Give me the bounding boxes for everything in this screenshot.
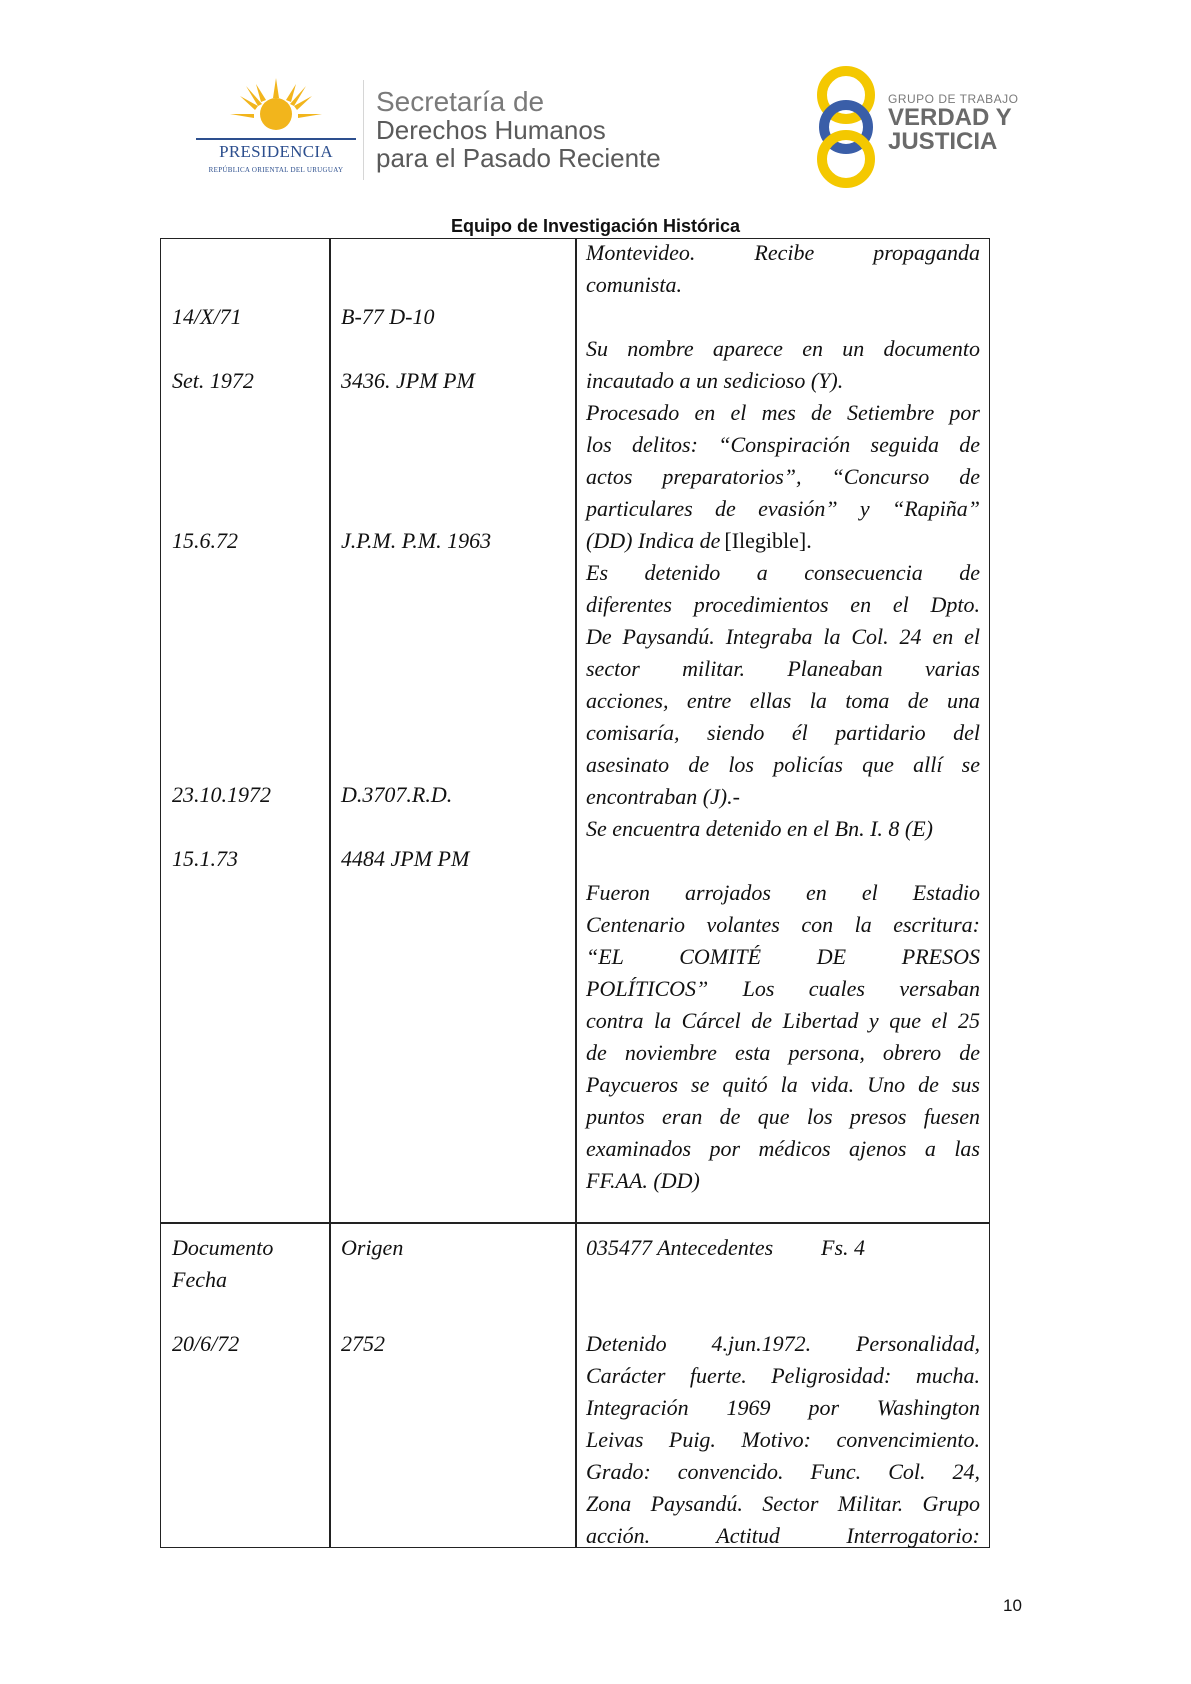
- description-line: puntos eran de que los presos fuesen: [586, 1104, 980, 1129]
- gtvj-line2: VERDAD Y: [888, 104, 1012, 131]
- header-fs: Fs. 4: [821, 1235, 865, 1260]
- team-title: Equipo de Investigación Histórica: [450, 216, 741, 236]
- description-line: De Paysandú. Integraba la Col. 24 en el: [586, 624, 980, 649]
- sun-icon: [224, 76, 328, 138]
- description-line: Carácter fuerte. Peligrosidad: mucha.: [586, 1363, 980, 1388]
- presidencia-name: PRESIDENCIA: [219, 142, 333, 161]
- date-cell: Set. 1972: [172, 368, 254, 393]
- description-line: Su nombre aparece en un documento: [586, 336, 980, 361]
- description-line: actos preparatorios”, “Concurso de: [586, 464, 980, 489]
- description-line: asesinato de los policías que allí se: [586, 752, 980, 777]
- description-cell: [586, 1328, 980, 1552]
- secretaria-line2: Derechos Humanos: [376, 115, 606, 145]
- rings-icon: [810, 62, 882, 192]
- gtvj-text: [888, 92, 1018, 154]
- description-line: comunista.: [586, 272, 682, 297]
- description-line: “EL COMITÉ DE PRESOS: [586, 944, 980, 969]
- date-cell: 15.6.72: [172, 528, 238, 553]
- header-origen: Origen: [341, 1235, 404, 1260]
- gtvj-line1: GRUPO DE TRABAJO: [888, 92, 1019, 106]
- date-cell: 23.10.1972: [172, 782, 271, 807]
- header-fecha: Fecha: [172, 1267, 227, 1292]
- description-line: sector militar. Planeaban varias: [586, 656, 980, 681]
- origin-cell: 4484 JPM PM: [341, 846, 470, 871]
- secretaria-line1: Secretaría de: [376, 86, 545, 117]
- description-line: examinados por médicos ajenos a las: [586, 1136, 980, 1161]
- records-table: [160, 238, 990, 1548]
- description-line: particulares de evasión” y “Rapiña”: [586, 496, 980, 521]
- origin-cell: D.3707.R.D.: [341, 782, 453, 807]
- description-line: Es detenido a consecuencia de: [586, 560, 980, 585]
- description-line-illegible: [586, 525, 980, 557]
- description-line: Procesado en el mes de Setiembre por: [586, 400, 980, 425]
- description-line: de noviembre esta persona, obrero de: [586, 1040, 980, 1065]
- description-line: Integración 1969 por Washington: [586, 1395, 980, 1420]
- description-line: incautado a un sedicioso (Y).: [586, 368, 844, 393]
- page-number: 10: [1003, 1596, 1022, 1615]
- description-line: Detenido 4.jun.1972. Personalidad,: [586, 1331, 980, 1356]
- origin-cell: 2752: [341, 1331, 385, 1356]
- origin-cell: 3436. JPM PM: [341, 368, 475, 393]
- origin-cell: B-77 D-10: [341, 304, 435, 329]
- secretaria-line3: para el Pasado Reciente: [376, 143, 661, 173]
- description-line: Zona Paysandú. Sector Militar. Grupo: [586, 1491, 980, 1516]
- description-cell: [586, 237, 980, 1197]
- row-divider: [161, 1222, 989, 1224]
- description-line: los delitos: “Conspiración seguida de: [586, 432, 980, 457]
- description-line: FF.AA. (DD): [586, 1168, 700, 1193]
- presidencia-logo: [196, 76, 356, 186]
- description-line: [586, 845, 980, 877]
- date-cell: 15.1.73: [172, 846, 238, 871]
- gtvj-line3: JUSTICIA: [888, 128, 998, 155]
- description-line: encontraban (J).-: [586, 784, 740, 809]
- column-divider-1: [329, 239, 331, 1547]
- secretaria-title: [376, 88, 661, 172]
- description-line: diferentes procedimientos en el Dpto.: [586, 592, 980, 617]
- origin-cell: J.P.M. P.M. 1963: [341, 528, 492, 553]
- presidencia-rule: [196, 138, 356, 140]
- header-documento: Documento: [172, 1235, 274, 1260]
- description-line: Grado: convencido. Func. Col. 24,: [586, 1459, 980, 1484]
- description-line: Montevideo. Recibe propaganda: [586, 240, 980, 265]
- description-line: Centenario volantes con la escritura:: [586, 912, 980, 937]
- description-line: Se encuentra detenido en el Bn. I. 8 (E): [586, 816, 933, 841]
- description-line: Fueron arrojados en el Estadio: [586, 880, 980, 905]
- description-line: acciones, entre ellas la toma de una: [586, 688, 980, 713]
- description-text: (DD) Indica de: [586, 528, 721, 553]
- illegible-mark: [Ilegible].: [724, 528, 812, 553]
- header-antecedentes: 035477 Antecedentes: [586, 1235, 774, 1260]
- description-line: [586, 301, 980, 333]
- description-line: contra la Cárcel de Libertad y que el 25: [586, 1008, 980, 1033]
- header-divider: [363, 80, 364, 180]
- description-line: Paycueros se quitó la vida. Uno de sus: [586, 1072, 980, 1097]
- description-line: acción. Actitud Interrogatorio:: [586, 1523, 980, 1548]
- gtvj-logo: [810, 62, 1030, 192]
- description-line: POLÍTICOS” Los cuales versaban: [586, 976, 980, 1001]
- description-line: Leivas Puig. Motivo: convencimiento.: [586, 1427, 980, 1452]
- date-cell: 20/6/72: [172, 1331, 240, 1356]
- presidencia-subtitle: REPÚBLICA ORIENTAL DEL URUGUAY: [208, 166, 344, 174]
- date-cell: 14/X/71: [172, 304, 242, 329]
- column-divider-2: [575, 239, 577, 1547]
- description-line: comisaría, siendo él partidario del: [586, 720, 980, 745]
